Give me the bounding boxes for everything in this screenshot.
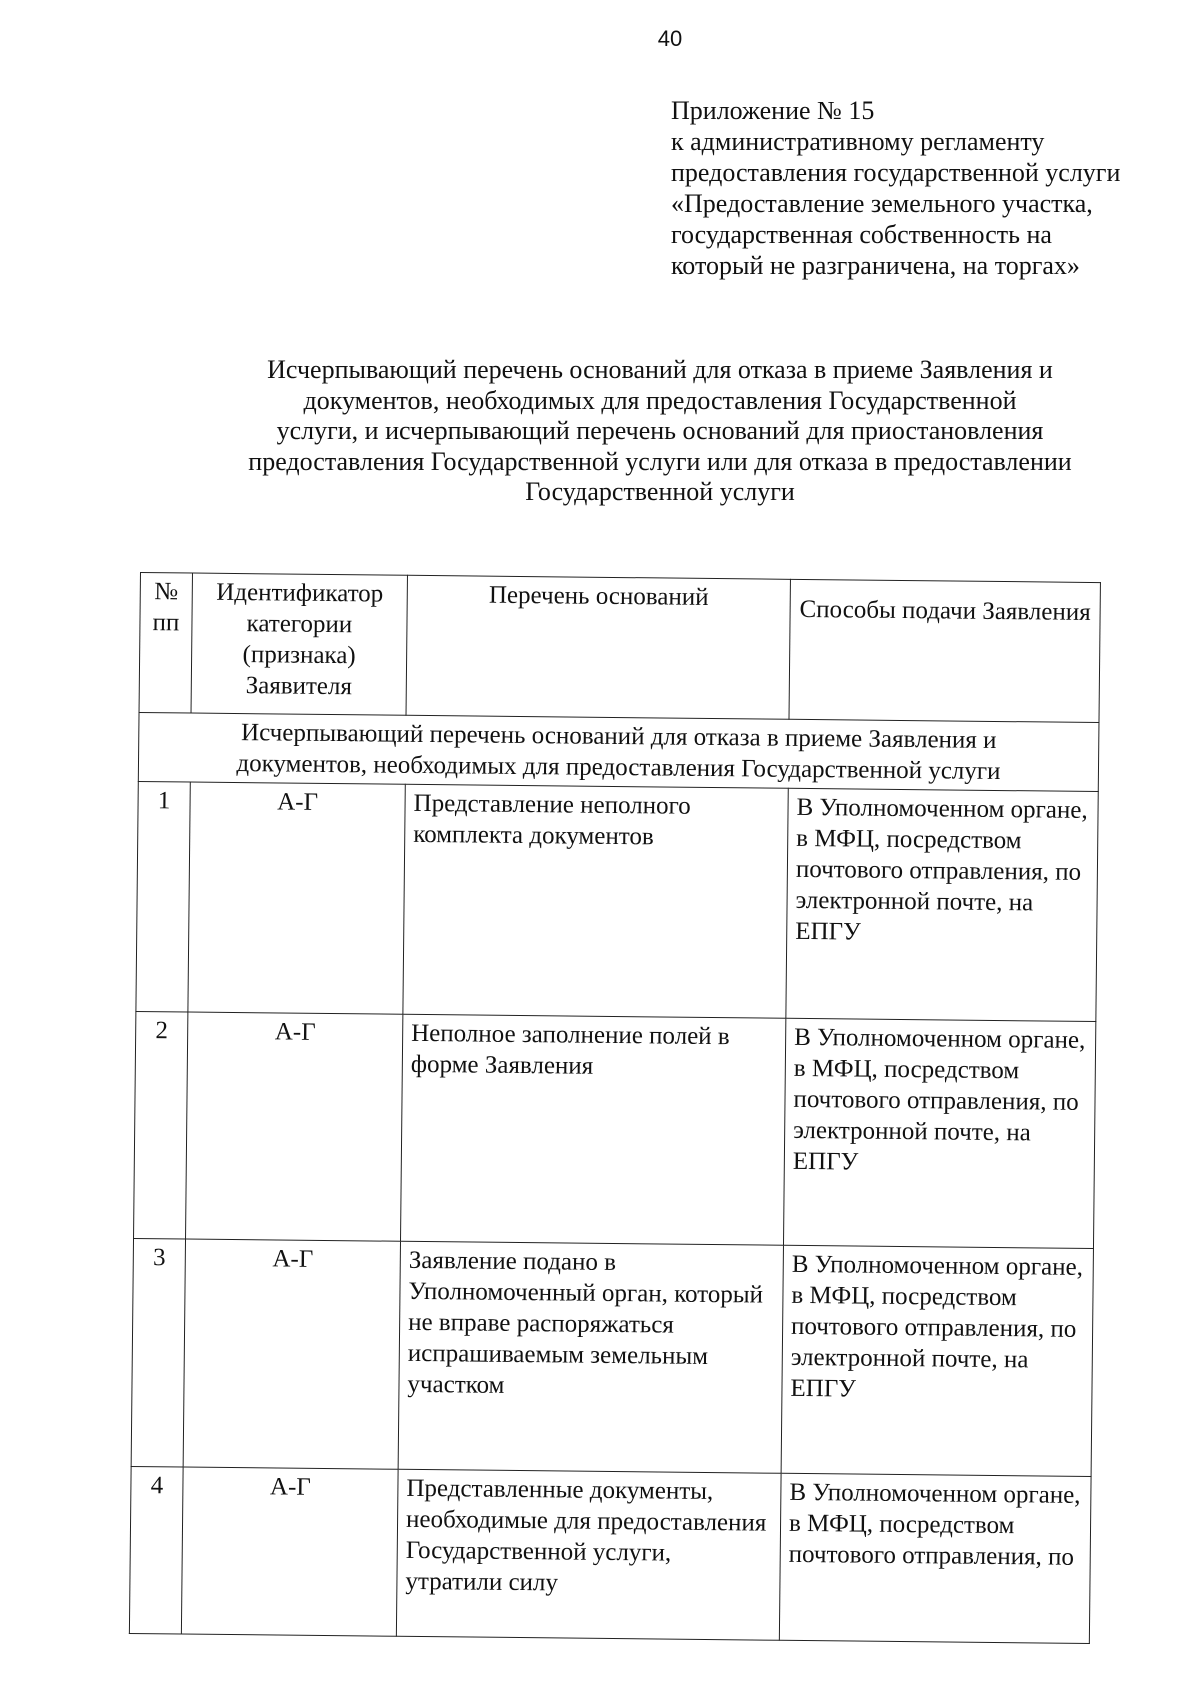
table-header-row bbox=[139, 573, 1100, 723]
row-num: 4 bbox=[129, 1466, 183, 1634]
grounds-table bbox=[129, 572, 1101, 1644]
appendix-line: «Предоставление земельного участка, bbox=[671, 189, 1093, 218]
title-line: Исчерпывающий перечень оснований для отказа в приеме Заявления и bbox=[267, 355, 1053, 384]
row-category: А-Г bbox=[186, 1012, 403, 1241]
header-num: № пп bbox=[139, 573, 192, 714]
table-row bbox=[134, 1011, 1096, 1248]
row-grounds: Представленные документы, необходимые для предоставления Государственной услуги, утратили силу bbox=[396, 1469, 781, 1640]
row-category: А-Г bbox=[181, 1467, 398, 1636]
section-line: Исчерпывающий перечень оснований для отказа в приеме Заявления и bbox=[240, 719, 997, 754]
row-grounds: Неполное заполнение полей в форме Заявления bbox=[401, 1014, 786, 1245]
row-grounds: Заявление подано в Уполномоченный орган, который не вправе распоряжаться испрашиваемым земельным участком bbox=[398, 1241, 783, 1473]
page-number: 40 bbox=[657, 26, 683, 51]
section-heading bbox=[138, 712, 1099, 791]
row-ways: В Уполномоченном органе, в МФЦ, посредством почтового отправления, по электронной почте, на ЕПГУ bbox=[781, 1245, 1093, 1476]
table-row bbox=[136, 781, 1098, 1021]
table-section-row bbox=[138, 712, 1099, 791]
title-line: Государственной услуги bbox=[525, 477, 795, 506]
row-category: А-Г bbox=[188, 782, 405, 1014]
appendix-header bbox=[671, 95, 1191, 281]
row-num: 3 bbox=[131, 1238, 185, 1467]
row-ways: В Уполномоченном органе, в МФЦ, посредством почтового отправления, по bbox=[779, 1473, 1091, 1643]
header-ways: Способы подачи Заявления bbox=[789, 579, 1100, 722]
appendix-line: государственная собственность на bbox=[671, 220, 1052, 249]
row-grounds: Представление неполного комплекта документов bbox=[403, 784, 788, 1018]
appendix-line: Приложение № 15 bbox=[671, 96, 875, 125]
table-row bbox=[129, 1466, 1091, 1643]
section-line: документов, необходимых для предоставления Государственной услуги bbox=[236, 750, 1001, 786]
title-line: предоставления Государственной услуги или для отказа в предоставлении bbox=[248, 446, 1072, 476]
appendix-line: к административному регламенту bbox=[671, 127, 1045, 156]
title-line: услуги, и исчерпывающий перечень оснований для приостановления bbox=[276, 416, 1044, 445]
appendix-line: предоставления государственной услуги bbox=[671, 158, 1121, 187]
row-category: А-Г bbox=[183, 1239, 400, 1469]
row-num: 1 bbox=[136, 781, 190, 1012]
table-row bbox=[131, 1238, 1093, 1476]
row-ways: В Уполномоченном органе, в МФЦ, посредством почтового отправления, по электронной почте, на ЕПГУ bbox=[786, 788, 1098, 1021]
header-grounds: Перечень оснований bbox=[406, 575, 790, 719]
document-title bbox=[170, 355, 1150, 508]
title-line: документов, необходимых для предоставления Государственной bbox=[303, 385, 1017, 415]
row-num: 2 bbox=[134, 1011, 188, 1239]
appendix-line: который не разграничена, на торгах» bbox=[671, 251, 1080, 280]
header-category: Идентификатор категории (признака) Заявителя bbox=[191, 573, 407, 715]
row-ways: В Уполномоченном органе, в МФЦ, посредством почтового отправления, по электронной почте, на ЕПГУ bbox=[783, 1018, 1095, 1248]
